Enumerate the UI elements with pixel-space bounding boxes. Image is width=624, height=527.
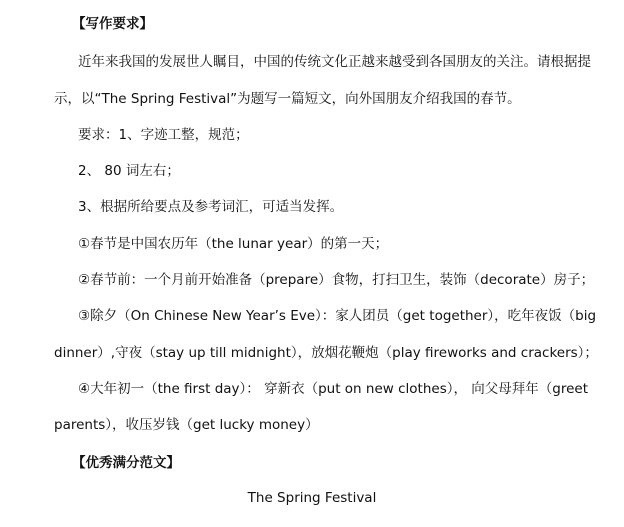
writing-requirements-heading: 【写作要求】 [72, 16, 153, 32]
intro-paragraph-line-1: 近年来我国的发展世人瞩目，中国的传统文化正越来越受到各国朋友的关注。请根据提 [78, 54, 591, 70]
essay-title: The Spring Festival [247, 490, 377, 506]
point-2: ②春节前：一个月前开始准备（prepare）食物，打扫卫生，装饰（decorate）房子； [78, 272, 595, 288]
point-3-line-1: ③除夕（On Chinese New Year’s Eve）：家人团员（get together），吃年夜饭（big [78, 308, 597, 324]
point-4-line-2: parents），收压岁钱（get lucky money） [54, 417, 319, 433]
intro-paragraph-line-2: 示，以“The Spring Festival”为题写一篇短文，向外国朋友介绍我国的春节。 [54, 91, 521, 107]
requirement-1: 要求：1、字迹工整，规范； [78, 127, 249, 143]
requirement-2: 2、 80 词左右； [78, 163, 180, 179]
point-3-line-2: dinner）,守夜（stay up till midnight），放烟花鞭炮（play fireworks and crackers）； [54, 345, 598, 361]
sample-essay-heading: 【优秀满分范文】 [72, 455, 180, 471]
requirement-3: 3、根据所给要点及参考词汇，可适当发挥。 [78, 199, 344, 215]
point-4-line-1: ④大年初一（the first day）： 穿新衣（put on new clothes）， 向父母拜年（greet [78, 381, 588, 397]
point-1: ①春节是中国农历年（the lunar year）的第一天； [78, 236, 389, 252]
